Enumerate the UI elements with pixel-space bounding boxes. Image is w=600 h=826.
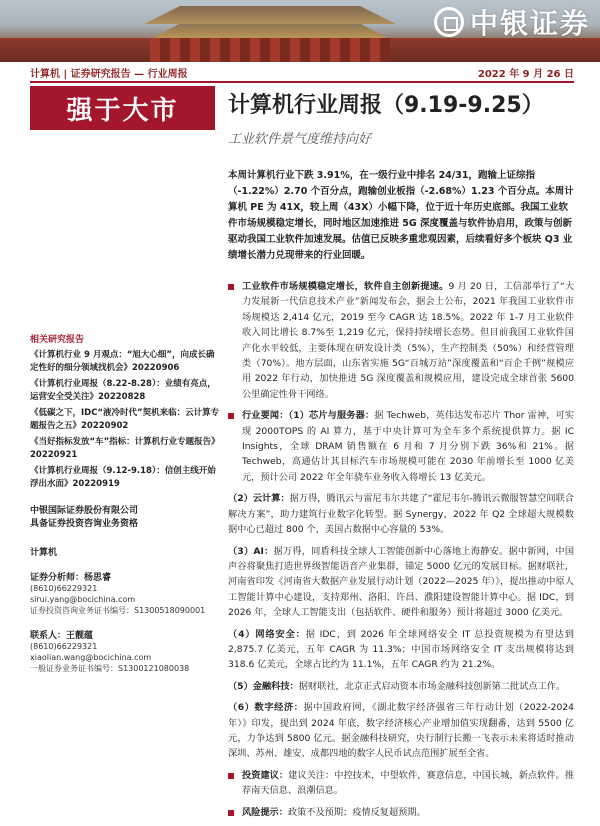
bullet-list	[228, 279, 574, 826]
bullet-head: （6）数字经济：	[228, 702, 304, 714]
bullet-head: 工业软件市场规模稳定增长，软件自主创新提速。	[242, 281, 449, 292]
bullet-head: （5）金融科技：	[228, 680, 299, 692]
bullet-text: 据 Techweb，英伟达发布芯片 Thor 雷神，可实现 2000TOPS 的 AI 算力，基于中央计算可为全车多个系统提供算力。据 IC Insights，全球 DRAM 销售额在 6 月和 7 月分别下跌 36%和 21%。据 Techweb，高通估计其目标汽车市场规模可能在 2030 年前增长至 1000 亿美元，预计公司 2022 年全年骁车业务收入将增长 13 亿美元。	[242, 410, 575, 483]
contact-cert: 一般证券业务证书编号：S1300121080038	[30, 664, 190, 673]
bullet-item	[228, 279, 574, 402]
bullet-text: 政策不及预期；疫情反复超预期。	[287, 806, 426, 818]
bullet-head: （4）网络安全：	[228, 628, 306, 640]
bullet-square-icon	[228, 810, 234, 816]
related-report-link[interactable]: 《计算机行业周报（9.12-9.18）：信创主线开始浮出水面》20220919	[30, 466, 216, 489]
banner-columns	[150, 38, 390, 62]
bullet-item	[228, 768, 574, 799]
rating-badge: 强于大市	[30, 86, 215, 130]
bullet-subitem	[228, 544, 574, 621]
bullet-item	[228, 805, 574, 820]
bullet-text: 据中国政府网，《湖北数字经济强省三年行动计划（2022-2024 年）》印发，提出到 2024 年底，数字经济核心产业增加值实现翻番，达到 5500 亿元，力争达到 5800 亿元。据金融科技研究，央行制行长搬一飞表示未来将适时推动深圳、苏州、雄安、成都四地的数字人民币试点范围扩展至全省。	[228, 702, 574, 760]
bullet-head: （3）AI：	[228, 545, 274, 557]
analyst-cert: 证券投资咨询业务证书编号：S1300518090001	[30, 606, 206, 615]
brand-logo-text: 中银证券	[469, 7, 590, 40]
bullet-text: 建议关注：中控技术，中望软件，赛意信息，中国长城，新点软件。推荐南天信息、浪潮信息。	[242, 769, 575, 797]
bullet-text: 据 IDC，到 2026 年全球网络安全 IT 总投资规模为有望达到 2,875.7 亿美元，五年 CAGR 为 11.3%；中国市场网络安全 IT 支出规模将达到 318.6 亿美元，全球占比约为 11.1%，五年 CAGR 约为 21.2%。	[228, 628, 574, 671]
bullet-subitem	[228, 679, 574, 694]
bullet-text: 9 月 20 日，工信部举行了“大力发展新一代信息技术产业”新闻发布会，据会上公布，2021 年我国工业软件市场规模达 2,414 亿元，2019 至今 CAGR 达 18.5%。2022 年 1-7 月工业软件收入同比增长 8.7%至 1,219 亿元，保持持续增长态势。但目前我国工业软件国产化水平较低，主要体现在研发设计类（5%），生产控制类（50%）和经营管理类（70%）。地方层面，山东省实施 5G“百城万站”深度覆盖和“百企千例”规模应用 2022 年行动，加快推进 5G 深度覆盖和规模应用，建设完成全球首张 5600 公里确定性骨干网络。	[242, 281, 575, 400]
bullet-subitem	[228, 700, 574, 762]
sector-label: 计算机	[30, 548, 58, 558]
institution-name: 中银国际证券股份有限公司 具备证券投资咨询业务资格	[30, 506, 139, 529]
related-report-link[interactable]: 《低碳之下，IDC“液冷时代”契机来临：云计算专题报告之五》20220902	[30, 408, 220, 431]
banner-roof-lower	[140, 24, 400, 38]
bullet-square-icon	[228, 773, 234, 779]
bullet-item	[228, 408, 574, 485]
report-meta-bar	[30, 64, 574, 80]
analyst-email[interactable]: sirui.yang@bocichina.com	[30, 595, 136, 604]
bullet-subitem	[228, 491, 574, 537]
related-report-link[interactable]: 《计算机行业周报（8.22-8.28）：业绩有亮点，运营安全受关注》20220828	[30, 379, 216, 402]
header-banner	[0, 0, 600, 62]
bullet-head: 行业要闻：（1）芯片与服务器：	[242, 410, 375, 422]
related-report-link[interactable]: 《计算机行业 9 月观点：“旭大心细”，向成长确定性好的细分领域找机会》20220906	[30, 350, 215, 373]
report-subtitle: 工业软件景气度维持向好	[228, 132, 372, 147]
banner-roof	[120, 6, 420, 24]
brand-logo	[434, 2, 590, 42]
analyst-phone: (8610)66229321	[30, 584, 98, 593]
bullet-square-icon	[228, 284, 234, 290]
bullet-head: （2）云计算：	[228, 493, 290, 505]
bullet-subitem	[228, 627, 574, 673]
bank-logo-icon	[434, 7, 464, 37]
report-date: 2022 年 9 月 26 日	[477, 68, 574, 80]
summary-paragraph: 本周计算机行业下跌 3.91%，在一级行业中排名 24/31，跑输上证综指（-1.22%）2.70 个百分点，跑输创业板指（-2.68%）1.23 个百分点。本周计算机 PE 为 41X，较上周（43X）小幅下降，位于近十年历史底部。我国工业软件市场规模稳定增长，同时地区加速推进 5G 深度覆盖与软件协启用，政策与创新驱动我国工业软件加速发展。估值已反映多重悲观因素，后续看好多个板块 Q3 业绩增长潜力兑现带来的行业回暖。	[228, 170, 574, 261]
sidebar	[30, 332, 220, 674]
contact-email[interactable]: xiaolian.wang@bocichina.com	[30, 653, 152, 662]
bullet-head: 投资建议：	[242, 769, 289, 781]
contact-phone: (8610)66229321	[30, 642, 98, 651]
header-divider	[30, 81, 574, 83]
analyst-title: 证券分析师：杨思睿	[30, 573, 112, 583]
report-title: 计算机行业周报（9.19-9.25）	[228, 93, 544, 118]
report-category: 计算机 | 证券研究报告 — 行业周报	[30, 68, 188, 80]
bullet-square-icon	[228, 413, 234, 419]
related-reports-heading: 相关研究报告	[30, 335, 85, 345]
bullet-text: 据财联社，北京正式启动资本市场金融科技创新第二批试点工作。	[298, 680, 566, 692]
contact-title: 联系人：王靓蕴	[30, 631, 94, 641]
bullet-text: 据万得，腾讯云与雷尼韦尔共建了“霍尼韦尔-腾讯云微服智慧空间联合解决方案”，助力建筑行业数字化转型。据 Synergy，2022 年 Q2 全球超大规模数据中心已超过 800 个，美国占数据中心容量的 53%。	[228, 493, 574, 536]
bullet-head: 风险提示：	[242, 806, 288, 818]
related-report-link[interactable]: 《当好指标发放“车”指标：计算机行业专题报告》20220921	[30, 437, 220, 460]
bullet-text: 据万得，同盾科技全球人工智能创新中心落地上海静安。据中新网，中国声谷将聚焦打造世界级智能语音产业集群，锚定 5000 亿元的发展目标。据财联社，河南省印发《河南省大数据产业发展行动计划（2022—2025 年）》，提出推动中原人工智能计算中心建设，支持郑州、洛阳、许昌、濮阳建设智能计算中心。据 IDC，到 2026 年，全球人工智能支出（包括软件、硬件和服务）预计将超过 3000 亿美元。	[228, 545, 575, 619]
